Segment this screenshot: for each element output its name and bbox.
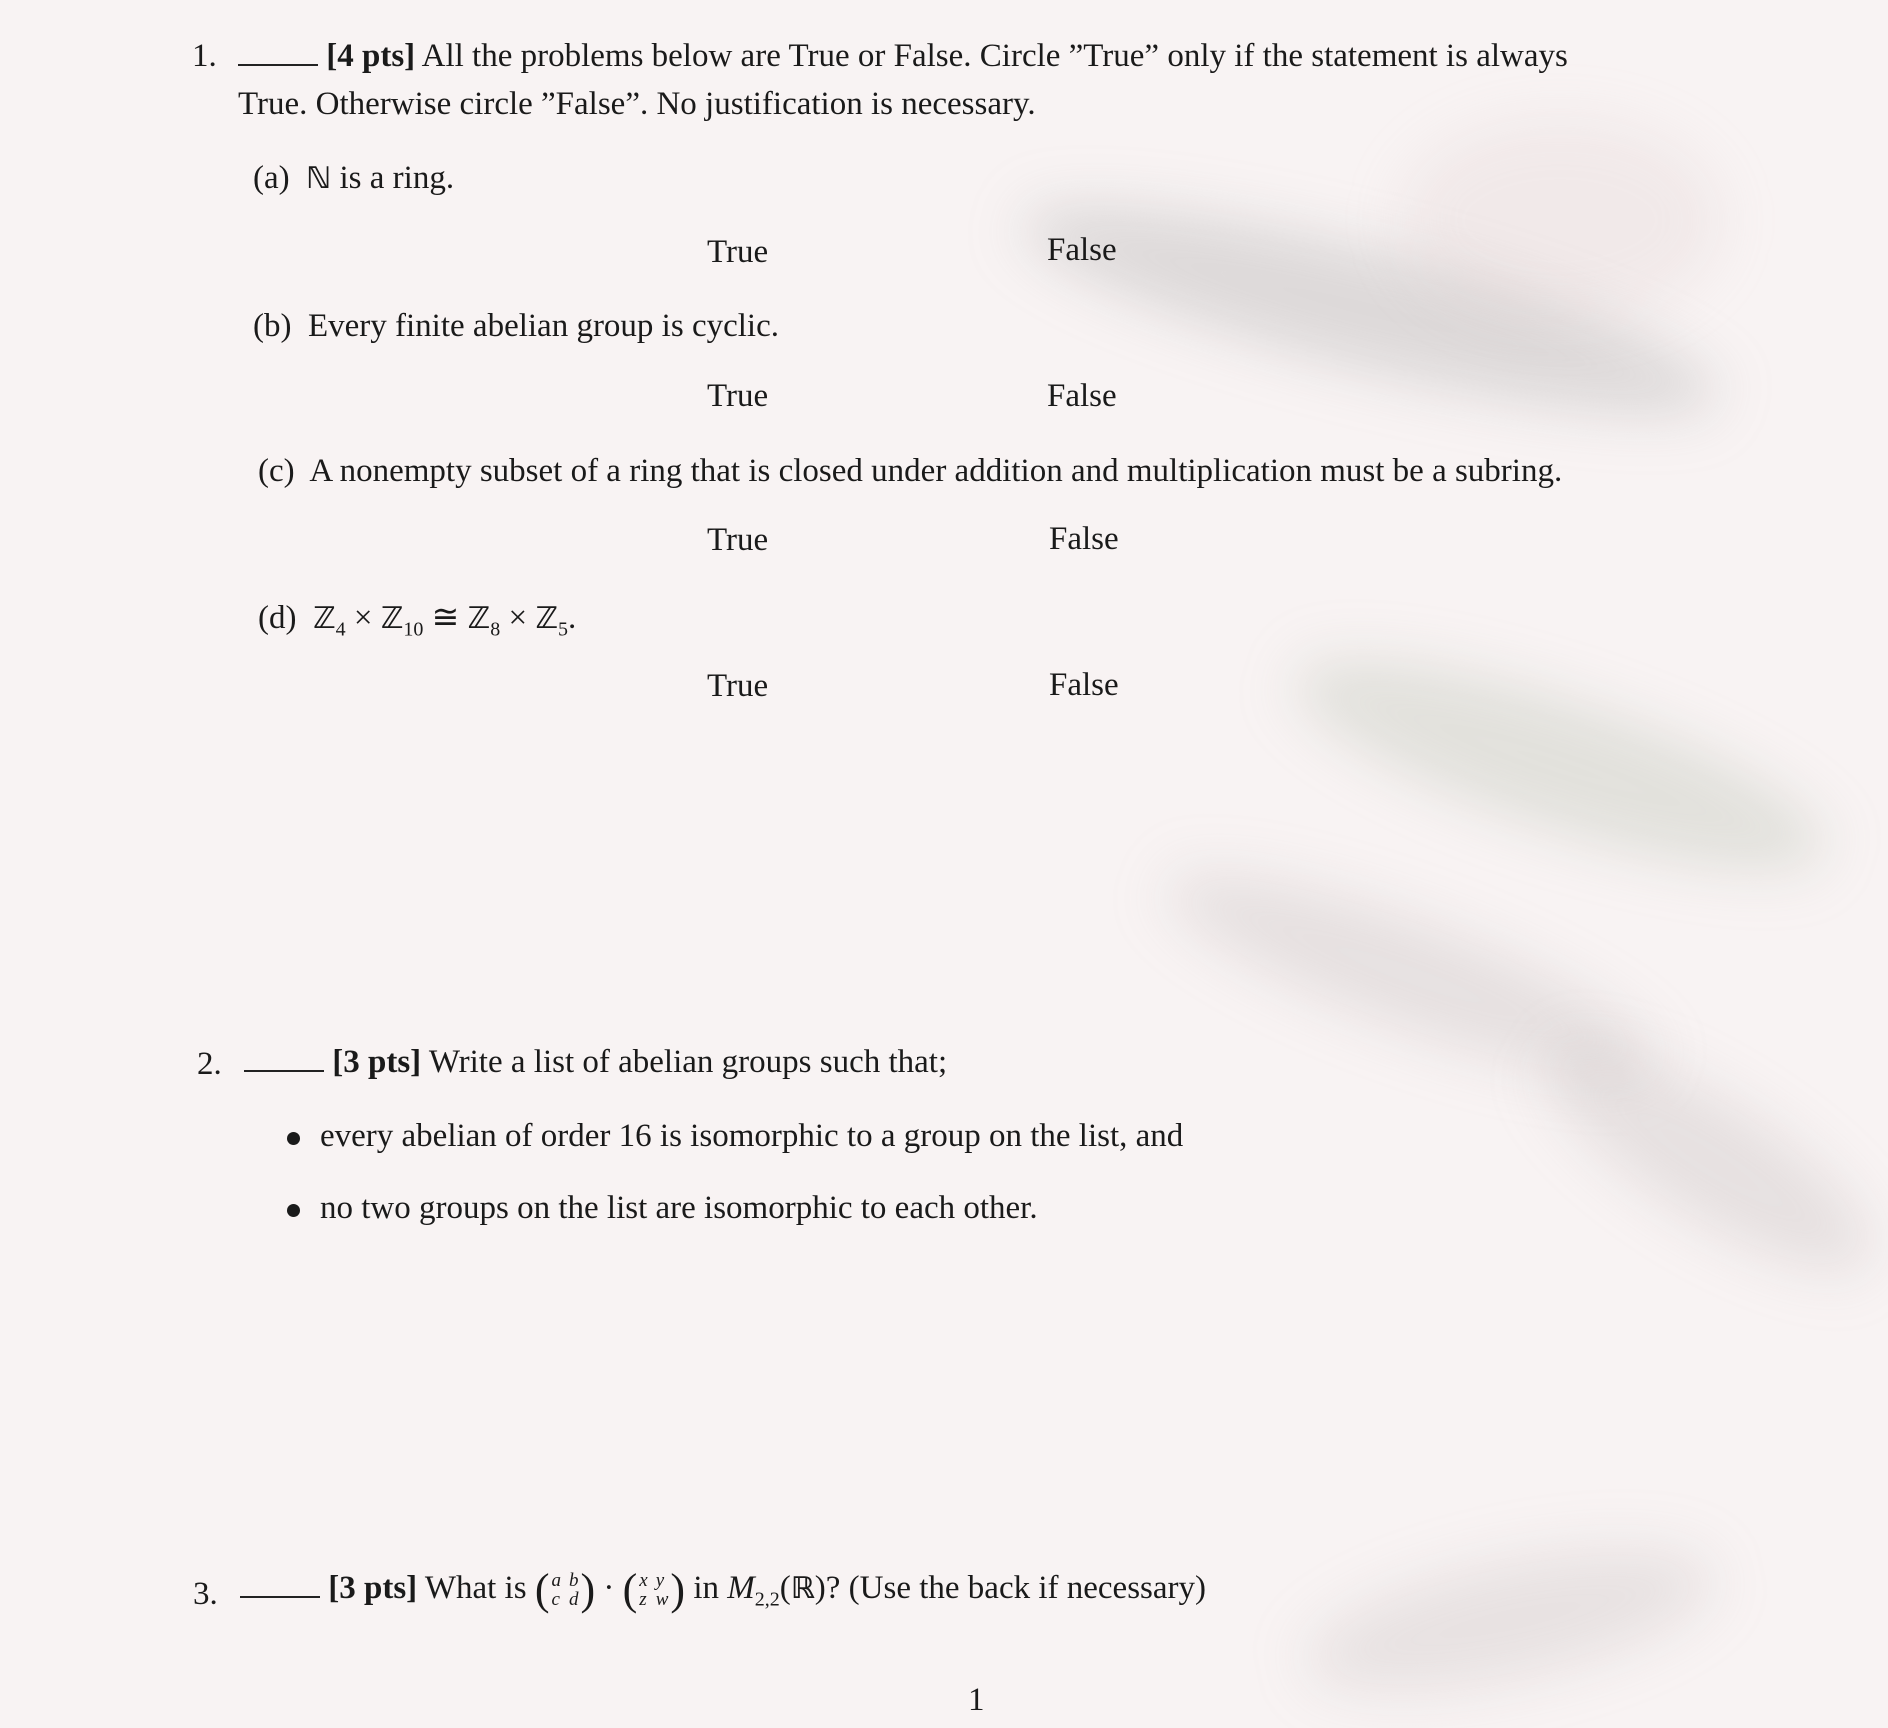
q1-instruction-line1: All the problems below are True or False. Circle ”True” only if the statement is always xyxy=(421,38,1568,74)
q3-answer-blank[interactable] xyxy=(240,1570,320,1598)
q3-text-pre: What is xyxy=(424,1570,527,1606)
q1a-text: ℕ is a ring. xyxy=(306,160,455,196)
q1-answer-blank[interactable] xyxy=(238,38,318,66)
q1b-true-option[interactable]: True xyxy=(707,378,769,414)
q1c-false-option[interactable]: False xyxy=(1049,521,1119,557)
q2-header xyxy=(244,1042,947,1082)
q1d-statement xyxy=(258,598,576,650)
q3-dot: · xyxy=(603,1570,615,1606)
matrix1-d: d xyxy=(568,1589,579,1611)
q3-matrix-space: $M_{2,2}(ℝ)$? xyxy=(727,1570,841,1611)
q2-points: [3 pts] xyxy=(332,1044,422,1080)
q3-text-post: (Use the back if necessary) xyxy=(848,1570,1206,1606)
q3-matrix-abcd: ( a b c d ) xyxy=(534,1565,596,1615)
q3-header xyxy=(240,1565,1206,1620)
q2-bullet-2 xyxy=(287,1204,300,1217)
matrix2-w: w xyxy=(655,1589,669,1611)
q1b-statement xyxy=(253,306,779,346)
q2-text: Write a list of abelian groups such that; xyxy=(428,1044,948,1080)
matrix1-a: a xyxy=(551,1570,561,1592)
q2-bullet-1 xyxy=(287,1132,300,1145)
matrix2-y: y xyxy=(655,1570,665,1592)
q1b-label: (b) xyxy=(253,308,292,344)
q2-answer-blank[interactable] xyxy=(244,1044,324,1072)
q2-number: 2. xyxy=(197,1046,222,1082)
q1a-true-option[interactable]: True xyxy=(707,234,769,270)
q1d-text: ℤ$_4$ × ℤ$_{10}$ ≅ ℤ$_8$ × ℤ$_5$. xyxy=(312,600,577,641)
matrix1-c: c xyxy=(551,1589,560,1611)
matrix2-x: x xyxy=(639,1570,648,1592)
q3-text-in: in xyxy=(693,1570,719,1606)
page-number: 1 xyxy=(968,1682,985,1718)
q1a-statement xyxy=(253,158,454,199)
q1d-true-option[interactable]: True xyxy=(707,668,769,704)
q1-points: [4 pts] xyxy=(326,38,416,74)
matrix1-b: b xyxy=(568,1570,579,1592)
q1b-false-option[interactable]: False xyxy=(1047,378,1117,414)
q1d-false-option[interactable]: False xyxy=(1049,667,1119,703)
q1-instruction-line2: True. Otherwise circle ”False”. No justification is necessary. xyxy=(238,86,1036,122)
q1b-text: Every finite abelian group is cyclic. xyxy=(307,308,779,344)
matrix2-z: z xyxy=(639,1589,647,1611)
q1-number: 1. xyxy=(192,38,217,74)
q1c-true-option[interactable]: True xyxy=(707,522,769,558)
q1d-label: (d) xyxy=(258,600,297,636)
q3-number: 3. xyxy=(193,1576,218,1612)
q3-matrix-xyzw: ( x y z w ) xyxy=(622,1565,686,1615)
q2-bullet-text-1: every abelian of order 16 is isomorphic to a group on the list, and xyxy=(320,1118,1184,1154)
q1a-label: (a) xyxy=(253,160,290,196)
q2-bullet-text-2: no two groups on the list are isomorphic to each other. xyxy=(320,1190,1038,1226)
q3-points: [3 pts] xyxy=(328,1570,418,1606)
q1c-statement xyxy=(258,451,1562,491)
q1c-label: (c) xyxy=(258,453,295,489)
q1-header xyxy=(238,36,1568,76)
q1a-false-option[interactable]: False xyxy=(1047,232,1117,268)
q1c-text: A nonempty subset of a ring that is closed under addition and multiplication must be a subring. xyxy=(309,453,1563,489)
